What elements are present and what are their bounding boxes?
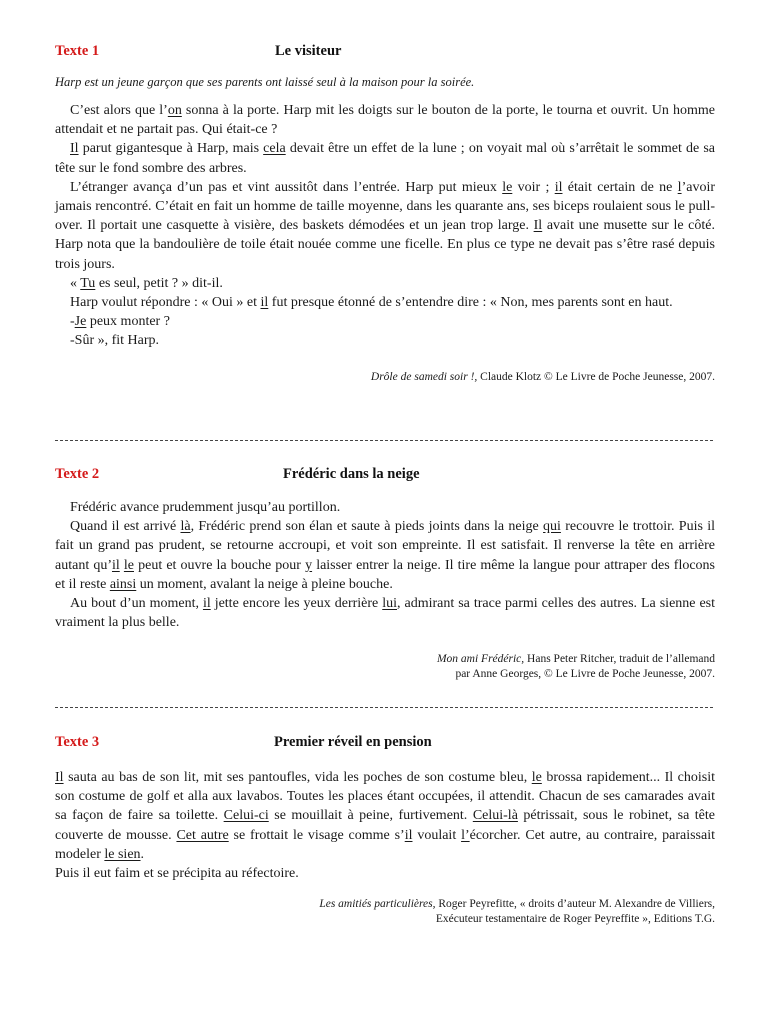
text3-body — [55, 768, 715, 883]
text3-label: Texte 3 — [55, 734, 100, 750]
underlined-word: il — [202, 596, 211, 612]
underlined-word: cela — [263, 141, 286, 157]
underlined-word: l’ — [461, 827, 470, 843]
text2-body — [55, 498, 715, 632]
text2-label: Texte 2 — [55, 466, 100, 482]
citation-book-title: Drôle de samedi soir !, — [370, 370, 478, 383]
text1-paragraph-1: C’est alors que l’on sonna à la porte. Harp mit les doigts sur le bouton de la porte, le tourna et ouvrit. Un homme attendait et ne partait pas. Qui était-ce ? — [55, 103, 716, 138]
underlined-word: le — [531, 770, 542, 785]
text1-title: Le visiteur — [275, 43, 342, 59]
text3-paragraph-1: Il sauta au bas de son lit, mit ses pantoufles, vida les poches de son costume bleu, le brossa rapidement... Il choisit son costume de golf et alla aux lavabos. Toutes les places étant occupées, il attendit. Chacun de ses camarades avait sa façon de faire sa toilette. Celui-ci se mouillait à peine, furtivement. Celui-là pétrissait, sous le robinet, sa tête couverte de mousse. Cet autre se frottait le visage comme s’il voulait l’écorcher. Cet autre, au contraire, paraissait modeler le sien. — [55, 770, 715, 862]
text1-paragraph-6: -Je peux monter ? — [70, 314, 170, 330]
text2-paragraph-3: Au bout d’un moment, il jette encore les yeux derrière lui, admirant sa trace parmi celles des autres. La sienne est vraiment la plus belle. — [55, 596, 716, 631]
underlined-word: ainsi — [109, 576, 137, 592]
underlined-word: il — [260, 295, 269, 311]
text1-citation: Drôle de samedi soir !, Claude Klotz © Le Livre de Poche Jeunesse, 2007. — [370, 370, 715, 383]
text1-paragraph-4: « Tu es seul, petit ? » dit-il. — [70, 275, 223, 291]
divider — [55, 707, 713, 708]
text2-citation: Mon ami Frédéric, Hans Peter Ritcher, traduit de l’allemand par Anne Georges, © Le Livre de Poche Jeunesse, 2007. — [436, 653, 715, 680]
text1-section — [55, 43, 715, 384]
text3-title: Premier réveil en pension — [274, 734, 432, 750]
text2-header — [55, 466, 715, 488]
text2-title: Frédéric dans la neige — [283, 466, 420, 482]
text1-label: Texte 1 — [55, 43, 100, 59]
underlined-word: le — [502, 179, 513, 195]
text1-paragraph-7: -Sûr », fit Harp. — [70, 333, 160, 349]
underlined-word: Il — [70, 141, 79, 157]
text3-citation: Les amitiés particulières, Roger Peyrefitte, « droits d’auteur M. Alexandre de Villiers, Exécuteur testamentaire de Roger Peyreffite », Editions T.G. — [319, 898, 715, 925]
text1-paragraph-5: Harp voulut répondre : « Oui » et il fut presque étonné de s’entendre dire : « Non, mes parents sont en haut. — [70, 295, 673, 311]
underlined-word: Cet autre — [176, 827, 229, 843]
divider — [55, 440, 713, 441]
underlined-word: l — [677, 179, 682, 195]
underlined-word: il — [404, 827, 413, 843]
text3-paragraph-2: Puis il eut faim et se précipita au réfectoire. — [55, 866, 299, 882]
text1-paragraph-3: L’étranger avança d’un pas et vint aussitôt dans l’entrée. Harp put mieux le voir ; il était certain de ne l’avoir jamais rencontré. C’était en fait un homme de taille moyenne, dans les quarante ans, ses biceps roulaient sous le pull-over. Il portait une casquette à visière, des baskets démodées et un jean trop large. Il avait une musette sur le côté. Harp nota que la bandoulière de toile était nouée comme une ficelle. En plus ce type ne devait pas s’être rasé depuis trois jours. — [55, 179, 715, 272]
underlined-word: Il — [55, 770, 64, 785]
text1-body — [55, 101, 715, 351]
underlined-word: Celui-ci — [223, 808, 269, 824]
underlined-word: lui — [382, 596, 398, 612]
underlined-word: y — [305, 557, 313, 573]
underlined-word: Tu — [80, 275, 96, 291]
underlined-word: il — [554, 179, 563, 195]
text2-paragraph-1: Frédéric avance prudemment jusqu’au portillon. — [70, 500, 341, 515]
underlined-word: Celui-là — [472, 808, 518, 824]
text3-header — [55, 734, 715, 756]
text1-header — [55, 43, 715, 65]
underlined-word: Je — [74, 314, 87, 330]
text3-section — [55, 734, 715, 926]
underlined-word: il — [111, 557, 120, 573]
citation-book-title: Les amitiés particulières, — [319, 898, 436, 911]
underlined-word: le — [123, 557, 134, 573]
text2-section — [55, 466, 715, 681]
underlined-word: Il — [533, 218, 543, 234]
underlined-word: là — [180, 519, 191, 535]
citation-book-title: Mon ami Frédéric, — [436, 653, 525, 666]
text1-paragraph-2: Il parut gigantesque à Harp, mais cela devait être un effet de la lune ; on voyait mal où s’arrêtait le sommet de sa tête sur le fond sombre des arbres. — [55, 141, 715, 176]
text1-intro: Harp est un jeune garçon que ses parents ont laissé seul à la maison pour la soirée. — [55, 75, 475, 89]
underlined-word: qui — [543, 519, 561, 535]
text2-paragraph-2: Quand il est arrivé là, Frédéric prend son élan et saute à pieds joints dans la neige qui recouvre le trottoir. Puis il fait un grand pas prudent, se retourne accroupi, et voit son empreinte. Il est satisfait. Il renverse la tête en arrière autant qu’il le peut et ouvre la bouche pour y laisser entrer la neige. Il tire même la langue pour attraper des flocons et il reste ainsi un moment, avalant la neige à pleine bouche. — [55, 519, 716, 592]
underlined-word: le sien — [104, 846, 141, 862]
underlined-word: on — [167, 103, 182, 118]
